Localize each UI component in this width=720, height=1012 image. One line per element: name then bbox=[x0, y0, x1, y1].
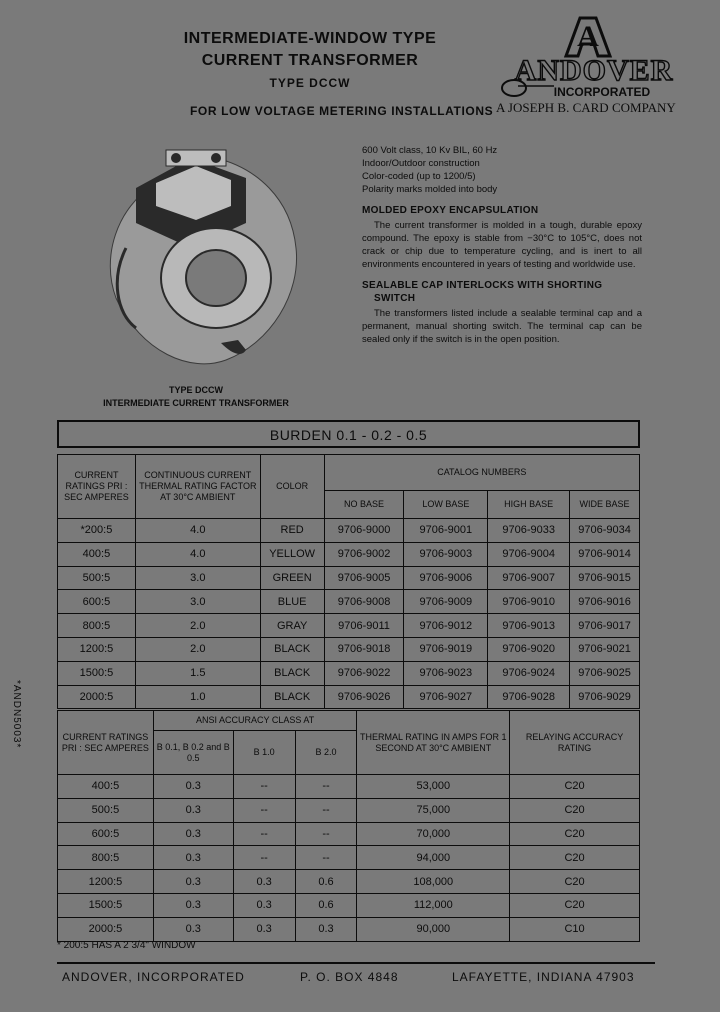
cell-high-base: 9706-9010 bbox=[488, 590, 570, 614]
header-b10: B 1.0 bbox=[233, 731, 295, 775]
cell-rating: 2000:5 bbox=[58, 685, 136, 709]
cell-high-base: 9706-9020 bbox=[488, 637, 570, 661]
cell-rating: 600:5 bbox=[58, 822, 154, 846]
feature-line: 600 Volt class, 10 Kv BIL, 60 Hz bbox=[362, 145, 498, 156]
cell-factor: 4.0 bbox=[135, 519, 260, 543]
cell-rating: 500:5 bbox=[58, 566, 136, 590]
cell-b01: 0.3 bbox=[153, 798, 233, 822]
cell-color: GREEN bbox=[260, 566, 324, 590]
page-title-line-1: INTERMEDIATE-WINDOW TYPE bbox=[183, 30, 437, 47]
cell-b01: 0.3 bbox=[153, 822, 233, 846]
cell-color: RED bbox=[260, 519, 324, 543]
cell-wide-base: 9706-9021 bbox=[570, 637, 640, 661]
features-text bbox=[362, 144, 642, 346]
logo-incorporated: INCORPORATED bbox=[553, 85, 651, 99]
section-heading-epoxy: MOLDED EPOXY ENCAPSULATION bbox=[362, 205, 539, 216]
cell-no-base: 9706-9011 bbox=[324, 614, 404, 638]
section-body-sealable-cap: The transformers listed include a sealable terminal cap and a permanent, manual shorting switch. The terminal cap can be sealed only if the switch is in the open position. bbox=[362, 308, 642, 345]
footer-company: ANDOVER, INCORPORATED bbox=[62, 970, 245, 984]
photo-caption bbox=[96, 384, 296, 410]
cell-thermal: 90,000 bbox=[357, 917, 510, 941]
footer-po-box: P. O. BOX 4848 bbox=[300, 970, 399, 984]
cell-high-base: 9706-9033 bbox=[488, 519, 570, 543]
cell-low-base: 9706-9027 bbox=[404, 685, 488, 709]
cell-no-base: 9706-9022 bbox=[324, 661, 404, 685]
cell-factor: 3.0 bbox=[135, 566, 260, 590]
cell-b01: 0.3 bbox=[153, 870, 233, 894]
cell-low-base: 9706-9009 bbox=[404, 590, 488, 614]
table-row bbox=[58, 870, 640, 894]
cell-thermal: 94,000 bbox=[357, 846, 510, 870]
side-barcode-code: *ANDN5003* bbox=[11, 680, 22, 749]
cell-high-base: 9706-9028 bbox=[488, 685, 570, 709]
cell-b10: -- bbox=[233, 846, 295, 870]
cell-b01: 0.3 bbox=[153, 775, 233, 799]
cell-low-base: 9706-9003 bbox=[404, 542, 488, 566]
cell-relay: C20 bbox=[510, 846, 640, 870]
header-high-base: HIGH BASE bbox=[488, 491, 570, 519]
feature-line: Color-coded (up to 1200/5) bbox=[362, 171, 476, 182]
cell-low-base: 9706-9006 bbox=[404, 566, 488, 590]
cell-rating: 400:5 bbox=[58, 775, 154, 799]
header-b20: B 2.0 bbox=[295, 731, 357, 775]
cell-low-base: 9706-9019 bbox=[404, 637, 488, 661]
cell-b20: 0.3 bbox=[295, 917, 357, 941]
cell-no-base: 9706-9005 bbox=[324, 566, 404, 590]
cell-color: BLACK bbox=[260, 661, 324, 685]
cell-no-base: 9706-9026 bbox=[324, 685, 404, 709]
burden-label: BURDEN 0.1 - 0.2 - 0.5 bbox=[269, 427, 428, 443]
header-catalog-numbers: CATALOG NUMBERS bbox=[324, 455, 639, 491]
cell-color: GRAY bbox=[260, 614, 324, 638]
cell-b10: 0.3 bbox=[233, 917, 295, 941]
cell-no-base: 9706-9008 bbox=[324, 590, 404, 614]
cell-rating: *200:5 bbox=[58, 519, 136, 543]
cell-relay: C20 bbox=[510, 822, 640, 846]
cell-color: BLUE bbox=[260, 590, 324, 614]
cell-color: BLACK bbox=[260, 637, 324, 661]
cell-b10: 0.3 bbox=[233, 870, 295, 894]
section-heading-sealable-cap-line-1: SEALABLE CAP INTERLOCKS WITH SHORTING bbox=[362, 280, 603, 291]
table-row bbox=[58, 637, 640, 661]
footer-divider bbox=[57, 962, 655, 964]
cell-wide-base: 9706-9016 bbox=[570, 590, 640, 614]
header-color: COLOR bbox=[260, 455, 324, 519]
cell-b20: 0.6 bbox=[295, 870, 357, 894]
cell-thermal: 70,000 bbox=[357, 822, 510, 846]
cell-rating: 2000:5 bbox=[58, 917, 154, 941]
cell-b01: 0.3 bbox=[153, 846, 233, 870]
header-wide-base: WIDE BASE bbox=[570, 491, 640, 519]
cell-color: BLACK bbox=[260, 685, 324, 709]
cell-rating: 400:5 bbox=[58, 542, 136, 566]
cell-b20: 0.6 bbox=[295, 893, 357, 917]
cell-relay: C20 bbox=[510, 798, 640, 822]
cell-factor: 1.0 bbox=[135, 685, 260, 709]
header-thermal-rating: THERMAL RATING IN AMPS FOR 1 SECOND AT 30°C AMBIENT bbox=[357, 711, 510, 775]
type-designation: TYPE DCCW bbox=[269, 76, 351, 90]
cell-thermal: 112,000 bbox=[357, 893, 510, 917]
cell-low-base: 9706-9012 bbox=[404, 614, 488, 638]
logo-tagline: A JOSEPH B. CARD COMPANY bbox=[496, 100, 676, 115]
header-current-ratings: CURRENT RATINGS PRI : SEC AMPERES bbox=[58, 455, 136, 519]
table-row bbox=[58, 775, 640, 799]
feature-line: Polarity marks molded into body bbox=[362, 184, 498, 195]
table-row bbox=[58, 542, 640, 566]
logo-name: ANDOVER bbox=[514, 54, 674, 87]
cell-rating: 500:5 bbox=[58, 798, 154, 822]
table-row bbox=[58, 566, 640, 590]
cell-b10: -- bbox=[233, 775, 295, 799]
header-relaying-accuracy: RELAYING ACCURACY RATING bbox=[510, 711, 640, 775]
cell-low-base: 9706-9023 bbox=[404, 661, 488, 685]
product-photo bbox=[96, 128, 306, 388]
cell-no-base: 9706-9018 bbox=[324, 637, 404, 661]
cell-relay: C20 bbox=[510, 870, 640, 894]
catalog-table bbox=[57, 454, 640, 709]
accuracy-table bbox=[57, 710, 640, 942]
cell-relay: C10 bbox=[510, 917, 640, 941]
cell-b10: 0.3 bbox=[233, 893, 295, 917]
cell-relay: C20 bbox=[510, 893, 640, 917]
cell-wide-base: 9706-9034 bbox=[570, 519, 640, 543]
cell-wide-base: 9706-9015 bbox=[570, 566, 640, 590]
cell-b01: 0.3 bbox=[153, 917, 233, 941]
cell-high-base: 9706-9013 bbox=[488, 614, 570, 638]
cell-b10: -- bbox=[233, 798, 295, 822]
cell-b20: -- bbox=[295, 798, 357, 822]
cell-wide-base: 9706-9017 bbox=[570, 614, 640, 638]
cell-thermal: 75,000 bbox=[357, 798, 510, 822]
table-row bbox=[58, 590, 640, 614]
cell-rating: 1500:5 bbox=[58, 893, 154, 917]
page-subtitle: FOR LOW VOLTAGE METERING INSTALLATIONS bbox=[190, 104, 494, 118]
cell-b01: 0.3 bbox=[153, 893, 233, 917]
title-block bbox=[160, 28, 460, 90]
table-row bbox=[58, 846, 640, 870]
cell-low-base: 9706-9001 bbox=[404, 519, 488, 543]
cell-high-base: 9706-9024 bbox=[488, 661, 570, 685]
header-thermal-factor: CONTINUOUS CURRENT THERMAL RATING FACTOR AT 30°C AMBIENT bbox=[135, 455, 260, 519]
cell-rating: 800:5 bbox=[58, 614, 136, 638]
cell-thermal: 108,000 bbox=[357, 870, 510, 894]
table-row bbox=[58, 519, 640, 543]
footer-city: LAFAYETTE, INDIANA 47903 bbox=[452, 970, 635, 984]
section-body-epoxy: The current transformer is molded in a tough, durable epoxy compound. The epoxy is stable from −30°C to 105°C, does not crack or chip due to temperature cycling, and is inert to all environments encountered in years of testing and worldwide use. bbox=[362, 220, 642, 270]
footnote: * 200:5 HAS A 2 3/4" WINDOW bbox=[57, 940, 196, 951]
section-heading-sealable-cap bbox=[362, 279, 642, 305]
page-title-line-2: CURRENT TRANSFORMER bbox=[201, 52, 419, 69]
cell-relay: C20 bbox=[510, 775, 640, 799]
cell-b20: -- bbox=[295, 822, 357, 846]
cell-rating: 600:5 bbox=[58, 590, 136, 614]
cell-rating: 1200:5 bbox=[58, 870, 154, 894]
header-b01: B 0.1, B 0.2 and B 0.5 bbox=[153, 731, 233, 775]
burden-box bbox=[57, 420, 640, 448]
cell-rating: 1500:5 bbox=[58, 661, 136, 685]
caption-line-1: TYPE DCCW bbox=[169, 385, 223, 395]
header-low-base: LOW BASE bbox=[404, 491, 488, 519]
cell-rating: 800:5 bbox=[58, 846, 154, 870]
cell-factor: 2.0 bbox=[135, 637, 260, 661]
cell-wide-base: 9706-9025 bbox=[570, 661, 640, 685]
cell-factor: 3.0 bbox=[135, 590, 260, 614]
cell-factor: 1.5 bbox=[135, 661, 260, 685]
header-current-ratings: CURRENT RATINGS PRI : SEC AMPERES bbox=[58, 711, 154, 775]
logo-letter: A bbox=[577, 20, 599, 53]
cell-color: YELLOW bbox=[260, 542, 324, 566]
cell-factor: 2.0 bbox=[135, 614, 260, 638]
cell-no-base: 9706-9002 bbox=[324, 542, 404, 566]
table-row bbox=[58, 917, 640, 941]
table-row bbox=[58, 798, 640, 822]
cell-b20: -- bbox=[295, 846, 357, 870]
table-row bbox=[58, 685, 640, 709]
feature-line: Indoor/Outdoor construction bbox=[362, 158, 480, 169]
table-row bbox=[58, 822, 640, 846]
cell-wide-base: 9706-9029 bbox=[570, 685, 640, 709]
cell-no-base: 9706-9000 bbox=[324, 519, 404, 543]
cell-high-base: 9706-9007 bbox=[488, 566, 570, 590]
table-row bbox=[58, 661, 640, 685]
cell-wide-base: 9706-9014 bbox=[570, 542, 640, 566]
section-heading-sealable-cap-line-2: SWITCH bbox=[374, 293, 416, 304]
cell-thermal: 53,000 bbox=[357, 775, 510, 799]
header-no-base: NO BASE bbox=[324, 491, 404, 519]
table-row bbox=[58, 893, 640, 917]
caption-line-2: INTERMEDIATE CURRENT TRANSFORMER bbox=[103, 398, 289, 408]
table-row bbox=[58, 614, 640, 638]
cell-high-base: 9706-9004 bbox=[488, 542, 570, 566]
cell-b10: -- bbox=[233, 822, 295, 846]
header-ansi-class: ANSI ACCURACY CLASS AT bbox=[153, 711, 357, 731]
cell-factor: 4.0 bbox=[135, 542, 260, 566]
cell-rating: 1200:5 bbox=[58, 637, 136, 661]
cell-b20: -- bbox=[295, 775, 357, 799]
